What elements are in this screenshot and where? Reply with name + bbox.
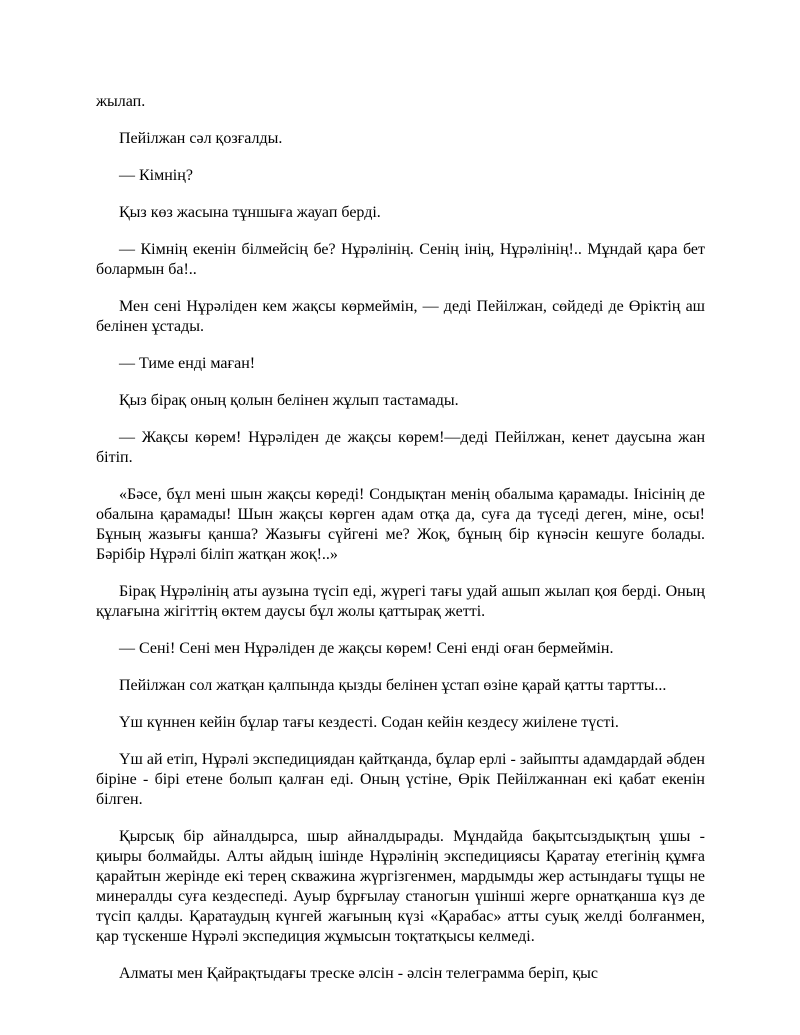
paragraph-2: Пейілжан сәл қозғалды.	[119, 130, 283, 147]
paragraph-4: Қыз көз жасына тұншыға жауап берді.	[119, 204, 381, 221]
paragraph-6: Мен сені Нұрәліден кем жақсы көрмеймін, — деді Пейілжан, сөйдеді де Өріктің аш белінен ұстады.	[96, 298, 705, 335]
paragraph-8: Қыз бірақ оның қолын белінен жұлып тастамады.	[119, 392, 459, 409]
paragraph-13: Пейілжан сол жатқан қалпында қызды белінен ұстап өзіне қарай қатты тартты...	[119, 677, 667, 694]
paragraph-12: — Сені! Сені мен Нұрәліден де жақсы көрем! Сені енді оған бермеймін.	[119, 640, 614, 657]
paragraph-11: Бірақ Нұрәлінің аты аузына түсіп еді, жүрегі тағы удай ашып жылап қоя берді. Оның құлағына жігіттің өктем даусы бұл жолы қаттырақ жетті.	[96, 583, 705, 620]
paragraph-15: Үш ай етіп, Нұрәлі экспедициядан қайтқанда, бұлар ерлі - зайыпты адамдардай әбден біріне - бірі етене болып қалған еді. Оның үстіне, Өрік Пейілжаннан екі қабат екенін білген.	[96, 751, 705, 808]
document-page	[96, 92, 705, 984]
paragraph-16: Қырсық бір айналдырса, шыр айналдырады. Мұндайда бақытсыздықтың ұшы - қиыры болмайды. Алты айдың ішінде Нұрәлінің экспедициясы Қаратау етегінің құмға қарайтын жерінде екі терең скважина жүргізгенмен, мардымды жер астындағы тұщы не минералды суға кездеспеді. Ауыр бұрғылау станогын үшінші жерге орнатқанша күз де түсіп қалды. Қаратаудың күнгей жағының күзі «Қарабас» атты суық желді болғанмен, қар түскенше Нұрәлі экспедиция жұмысын тоқтатқысы келмеді.	[96, 828, 705, 945]
paragraph-14: Үш күннен кейін бұлар тағы кездесті. Содан кейін кездесу жиілене түсті.	[119, 714, 619, 731]
paragraph-3: — Кімнің?	[119, 167, 193, 184]
paragraph-10: «Бәсе, бұл мені шын жақсы көреді! Сондықтан менің обалыма қарамады. Інісінің де обалына қарамады! Шын жақсы көрген адам отқа да, суға да түседі деген, міне, осы! Бұның жазығы қанша? Жазығы сүйгені ме? Жоқ, бұның бір күнәсін кешуге болады. Бәрібір Нұрәлі біліп жатқан жоқ!..»	[96, 486, 705, 563]
paragraph-17: Алматы мен Қайрақтыдағы треске әлсін - әлсін телеграмма беріп, қыс	[119, 965, 599, 982]
paragraph-9: — Жақсы көрем! Нұрәліден де жақсы көрем!—деді Пейілжан, кенет даусына жан бітіп.	[96, 429, 705, 466]
paragraph-1: жылап.	[96, 93, 146, 110]
paragraph-7: — Тиме енді маған!	[119, 355, 256, 372]
paragraph-5: — Кімнің екенін білмейсің бе? Нұрәлінің. Сенің інің, Нұрәлінің!.. Мұндай қара бет болармын ба!..	[96, 241, 705, 278]
